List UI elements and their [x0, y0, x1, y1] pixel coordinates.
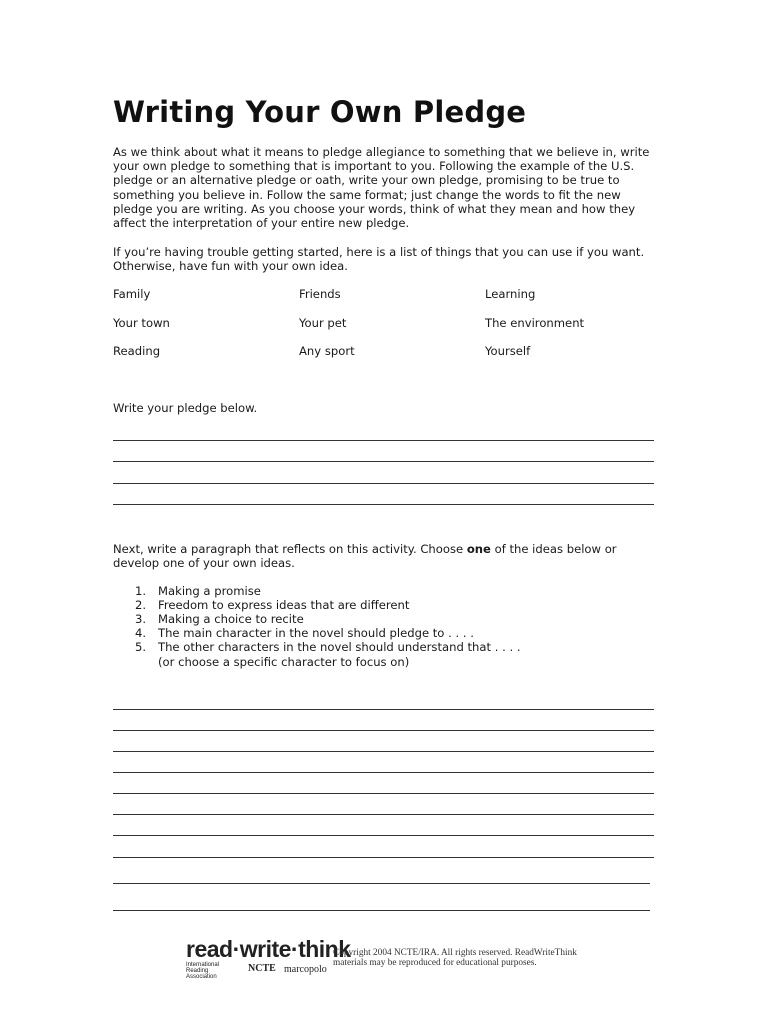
- ira-logo: International Reading Association: [186, 962, 220, 980]
- topic-item: Friends: [299, 287, 341, 301]
- reflection-writing-line[interactable]: [113, 910, 650, 911]
- copyright-notice: Copyright 2004 NCTE/IRA. All rights reserved. ReadWriteThink materials may be reproduced for educational purposes.: [333, 948, 577, 968]
- ideas-list: [113, 584, 521, 654]
- reflection-writing-line[interactable]: [113, 751, 654, 752]
- help-paragraph: If you’re having trouble getting started, here is a list of things that you can use if you want. Otherwise, have fun with your own idea.: [113, 245, 645, 274]
- intro-paragraph: As we think about what it means to pledge allegiance to something that we believe in, write your own pledge to something that is important to you. Following the example of the U.S. pledge or an alternative pledge or oath, write your own pledge, promising to be true to something you believe in. Follow the same format; just change the words to fit the new pledge you are writing. As you choose your words, think of what they mean and how they affect the interpretation of your entire new pledge.: [113, 145, 650, 231]
- marcopolo-logo: marcopolo: [284, 964, 327, 975]
- item-text: The other characters in the novel should understand that . . . .: [158, 640, 521, 655]
- reflection-writing-line[interactable]: [113, 883, 650, 884]
- list-item: [113, 626, 521, 640]
- topic-row: [113, 287, 658, 316]
- reflection-writing-line[interactable]: [113, 814, 654, 815]
- pledge-writing-line[interactable]: [113, 483, 654, 484]
- footer: [186, 936, 606, 980]
- reflect-prompt-start: Next, write a paragraph that reflects on this activity. Choose: [113, 542, 467, 556]
- page-title: Writing Your Own Pledge: [113, 95, 527, 129]
- topic-item: Yourself: [485, 344, 531, 358]
- list-item: [113, 612, 521, 626]
- reflect-prompt-end: of the ideas below or develop one of your own ideas.: [113, 542, 617, 571]
- list-item: [113, 584, 521, 598]
- topic-row: [113, 316, 658, 345]
- item-text: Making a promise: [158, 584, 261, 598]
- topic-item: Learning: [485, 287, 536, 301]
- topic-grid: [113, 287, 658, 373]
- reflection-writing-line[interactable]: [113, 835, 654, 836]
- list-item: [113, 598, 521, 612]
- item-number: 1.: [135, 584, 147, 598]
- pledge-prompt: Write your pledge below.: [113, 401, 258, 415]
- item-number: 4.: [135, 626, 147, 641]
- pledge-writing-line[interactable]: [113, 440, 654, 441]
- item-text: Making a choice to recite: [158, 612, 304, 627]
- list-item: [113, 640, 521, 654]
- reflection-writing-line[interactable]: [113, 730, 654, 731]
- reflect-prompt: [113, 542, 658, 570]
- topic-row: [113, 344, 658, 373]
- topic-item: Family: [113, 287, 151, 301]
- pledge-writing-line[interactable]: [113, 461, 654, 462]
- item-text: Freedom to express ideas that are different: [158, 598, 410, 613]
- ideas-note: (or choose a specific character to focus on): [158, 655, 410, 669]
- topic-item: Reading: [113, 344, 161, 358]
- topic-item: Any sport: [299, 344, 355, 358]
- readwritethink-logo: read·write·think: [186, 936, 351, 962]
- topic-item: Your town: [113, 315, 170, 330]
- item-text: The main character in the novel should pledge to . . . .: [158, 626, 474, 641]
- topic-item: The environment: [485, 315, 585, 330]
- reflect-prompt-emphasis: one: [466, 542, 491, 556]
- pledge-writing-line[interactable]: [113, 504, 654, 505]
- reflection-writing-line[interactable]: [113, 772, 654, 773]
- reflection-writing-line[interactable]: [113, 793, 654, 794]
- item-number: 2.: [135, 598, 147, 613]
- ncte-logo: NCTE: [248, 963, 276, 974]
- item-number: 5.: [135, 640, 147, 655]
- reflection-writing-line[interactable]: [113, 709, 654, 710]
- item-number: 3.: [135, 612, 147, 627]
- topic-item: Your pet: [299, 315, 347, 330]
- reflection-writing-line[interactable]: [113, 857, 654, 858]
